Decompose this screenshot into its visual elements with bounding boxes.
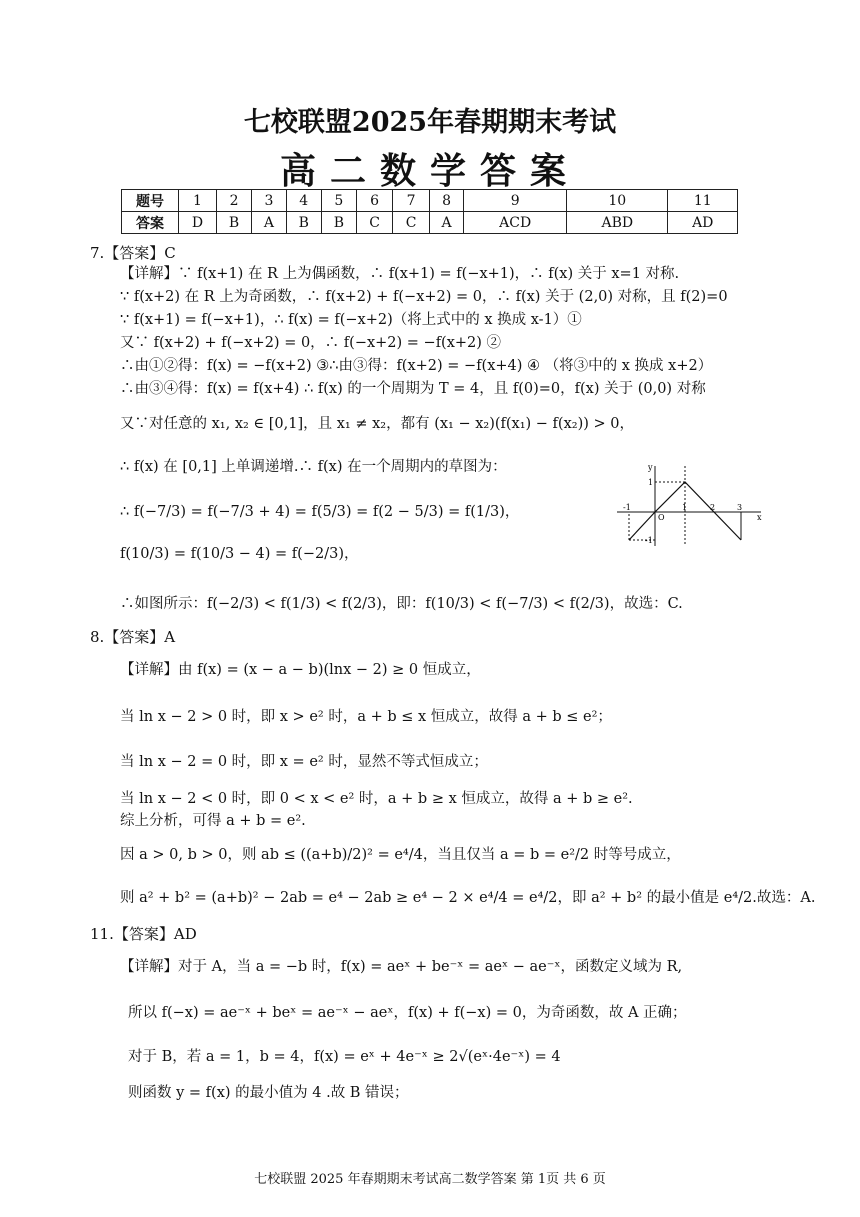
q7-line: f(10/3) = f(10/3 − 4) = f(−2/3)， — [120, 546, 359, 562]
question-number: 9 — [464, 190, 567, 212]
q8-line: 当 ln x − 2 = 0 时，即 x = e² 时，显然不等式恒成立； — [120, 754, 488, 770]
question-number: 5 — [321, 190, 356, 212]
x-tick-label: 1 — [682, 503, 688, 512]
q7-heading: 7.【答案】C — [90, 244, 176, 262]
q7-line: ∴如图所示：f(−2/3) < f(1/3) < f(2/3)，即：f(10/3) < f(−7/3) < f(2/3)，故选：C. — [120, 596, 683, 612]
q8-line: 则 a² + b² = (a+b)² − 2ab = e⁴ − 2ab ≥ e⁴ − 2 × e⁴/4 = e⁴/2，即 a² + b² 的最小值是 e⁴/2.故选：A. — [120, 890, 816, 906]
question-number: 3 — [252, 190, 287, 212]
q8-line: 综上分析，可得 a + b = e². — [120, 813, 306, 829]
row-label-answer: 答案 — [122, 212, 179, 234]
question-number: 4 — [286, 190, 321, 212]
q7-line: ∵ f(x+1) = f(−x+1)，∴ f(x) = f(−x+2)（将上式中的 x 换成 x-1）① — [120, 312, 582, 328]
x-tick-label: 2 — [710, 503, 716, 512]
q8-heading: 8.【答案】A — [90, 628, 176, 646]
q11-heading: 11.【答案】AD — [90, 925, 197, 943]
q11-line: 则函数 y = f(x) 的最小值为 4 .故 B 错误； — [128, 1085, 409, 1101]
x-tick-label: -1 — [623, 503, 631, 512]
q8-line: 当 ln x − 2 > 0 时，即 x > e² 时，a + b ≤ x 恒成立，故得 a + b ≤ e²； — [120, 709, 612, 725]
answer-cell: B — [321, 212, 356, 234]
q7-line: 又∵ f(x+2) + f(−x+2) = 0，∴ f(−x+2) = −f(x+2) ② — [120, 335, 502, 351]
y-tick-label: -1 — [645, 536, 653, 545]
y-label: y — [648, 463, 653, 472]
q7-line: 【详解】∵ f(x+1) 在 R 上为偶函数，∴ f(x+1) = f(−x+1)，∴ f(x) 关于 x=1 对称. — [120, 266, 680, 282]
x-label: x — [757, 513, 762, 522]
q7-line: ∴ f(x) 在 [0,1] 上单调递增.∴ f(x) 在一个周期内的草图为： — [120, 459, 507, 475]
exam-title: 七校联盟2025年春期期末考试 — [243, 107, 617, 138]
q8-line: 当 ln x − 2 < 0 时，即 0 < x < e² 时，a + b ≥ x 恒成立，故得 a + b ≥ e². — [120, 791, 633, 807]
answer-cell: ACD — [464, 212, 567, 234]
question-number: 2 — [217, 190, 252, 212]
q7-line: ∴ f(−7/3) = f(−7/3 + 4) = f(5/3) = f(2 − 5/3) = f(1/3)， — [120, 504, 520, 520]
function-sketch-graph — [615, 462, 765, 547]
question-number: 7 — [393, 190, 429, 212]
answer-cell: C — [356, 212, 392, 234]
answer-cell: A — [429, 212, 464, 234]
q8-line: 【详解】由 f(x) = (x − a − b)(lnx − 2) ≥ 0 恒成立， — [120, 662, 481, 678]
q11-line: 【详解】对于 A，当 a = −b 时，f(x) = aeˣ + be⁻ˣ = aeˣ − ae⁻ˣ，函数定义域为 R, — [120, 959, 683, 975]
q7-line: ∴由①②得：f(x) = −f(x+2) ③∴由③得：f(x+2) = −f(x+4) ④ （将③中的 x 换成 x+2） — [120, 358, 713, 374]
answer-cell: C — [393, 212, 429, 234]
x-tick-label: 3 — [737, 503, 743, 512]
q11-line: 所以 f(−x) = ae⁻ˣ + beˣ = ae⁻ˣ − aeˣ，f(x) + f(−x) = 0，为奇函数，故 A 正确； — [128, 1005, 687, 1021]
answer-cell: D — [179, 212, 217, 234]
question-number: 8 — [429, 190, 464, 212]
answer-cell: B — [286, 212, 321, 234]
answer-cell: B — [217, 212, 252, 234]
q7-line: 又∵对任意的 x₁, x₂ ∈ [0,1]，且 x₁ ≠ x₂，都有 (x₁ − x₂)(f(x₁) − f(x₂)) > 0， — [120, 416, 634, 432]
q7-line: ∵ f(x+2) 在 R 上为奇函数，∴ f(x+2) + f(−x+2) = 0，∴ f(x) 关于 (2,0) 对称，且 f(2)=0 — [120, 289, 728, 305]
question-number: 6 — [356, 190, 392, 212]
page-footer: 七校联盟 2025 年春期期末考试高二数学答案 第 1页 共 6 页 — [254, 1172, 606, 1187]
answer-cell: ABD — [567, 212, 668, 234]
row-label-number: 题号 — [122, 190, 179, 212]
answer-table — [121, 189, 738, 234]
table-row-numbers — [122, 190, 738, 212]
table-row-answers — [122, 212, 738, 234]
y-tick-label: 1 — [648, 478, 654, 487]
answer-cell: AD — [668, 212, 738, 234]
answer-cell: A — [252, 212, 287, 234]
question-number: 10 — [567, 190, 668, 212]
q11-line: 对于 B，若 a = 1，b = 4，f(x) = eˣ + 4e⁻ˣ ≥ 2√(eˣ·4e⁻ˣ) = 4 — [128, 1049, 561, 1065]
origin-label: O — [658, 513, 665, 522]
q8-line: 因 a > 0, b > 0，则 ab ≤ ((a+b)/2)² = e⁴/4，当且仅当 a = b = e²/2 时等号成立， — [120, 847, 681, 863]
answer-subtitle: 高二数学答案 — [279, 150, 580, 192]
question-number: 11 — [668, 190, 738, 212]
question-number: 1 — [179, 190, 217, 212]
q7-line: ∴由③④得：f(x) = f(x+4) ∴ f(x) 的一个周期为 T = 4，且 f(0)=0，f(x) 关于 (0,0) 对称 — [120, 381, 706, 397]
